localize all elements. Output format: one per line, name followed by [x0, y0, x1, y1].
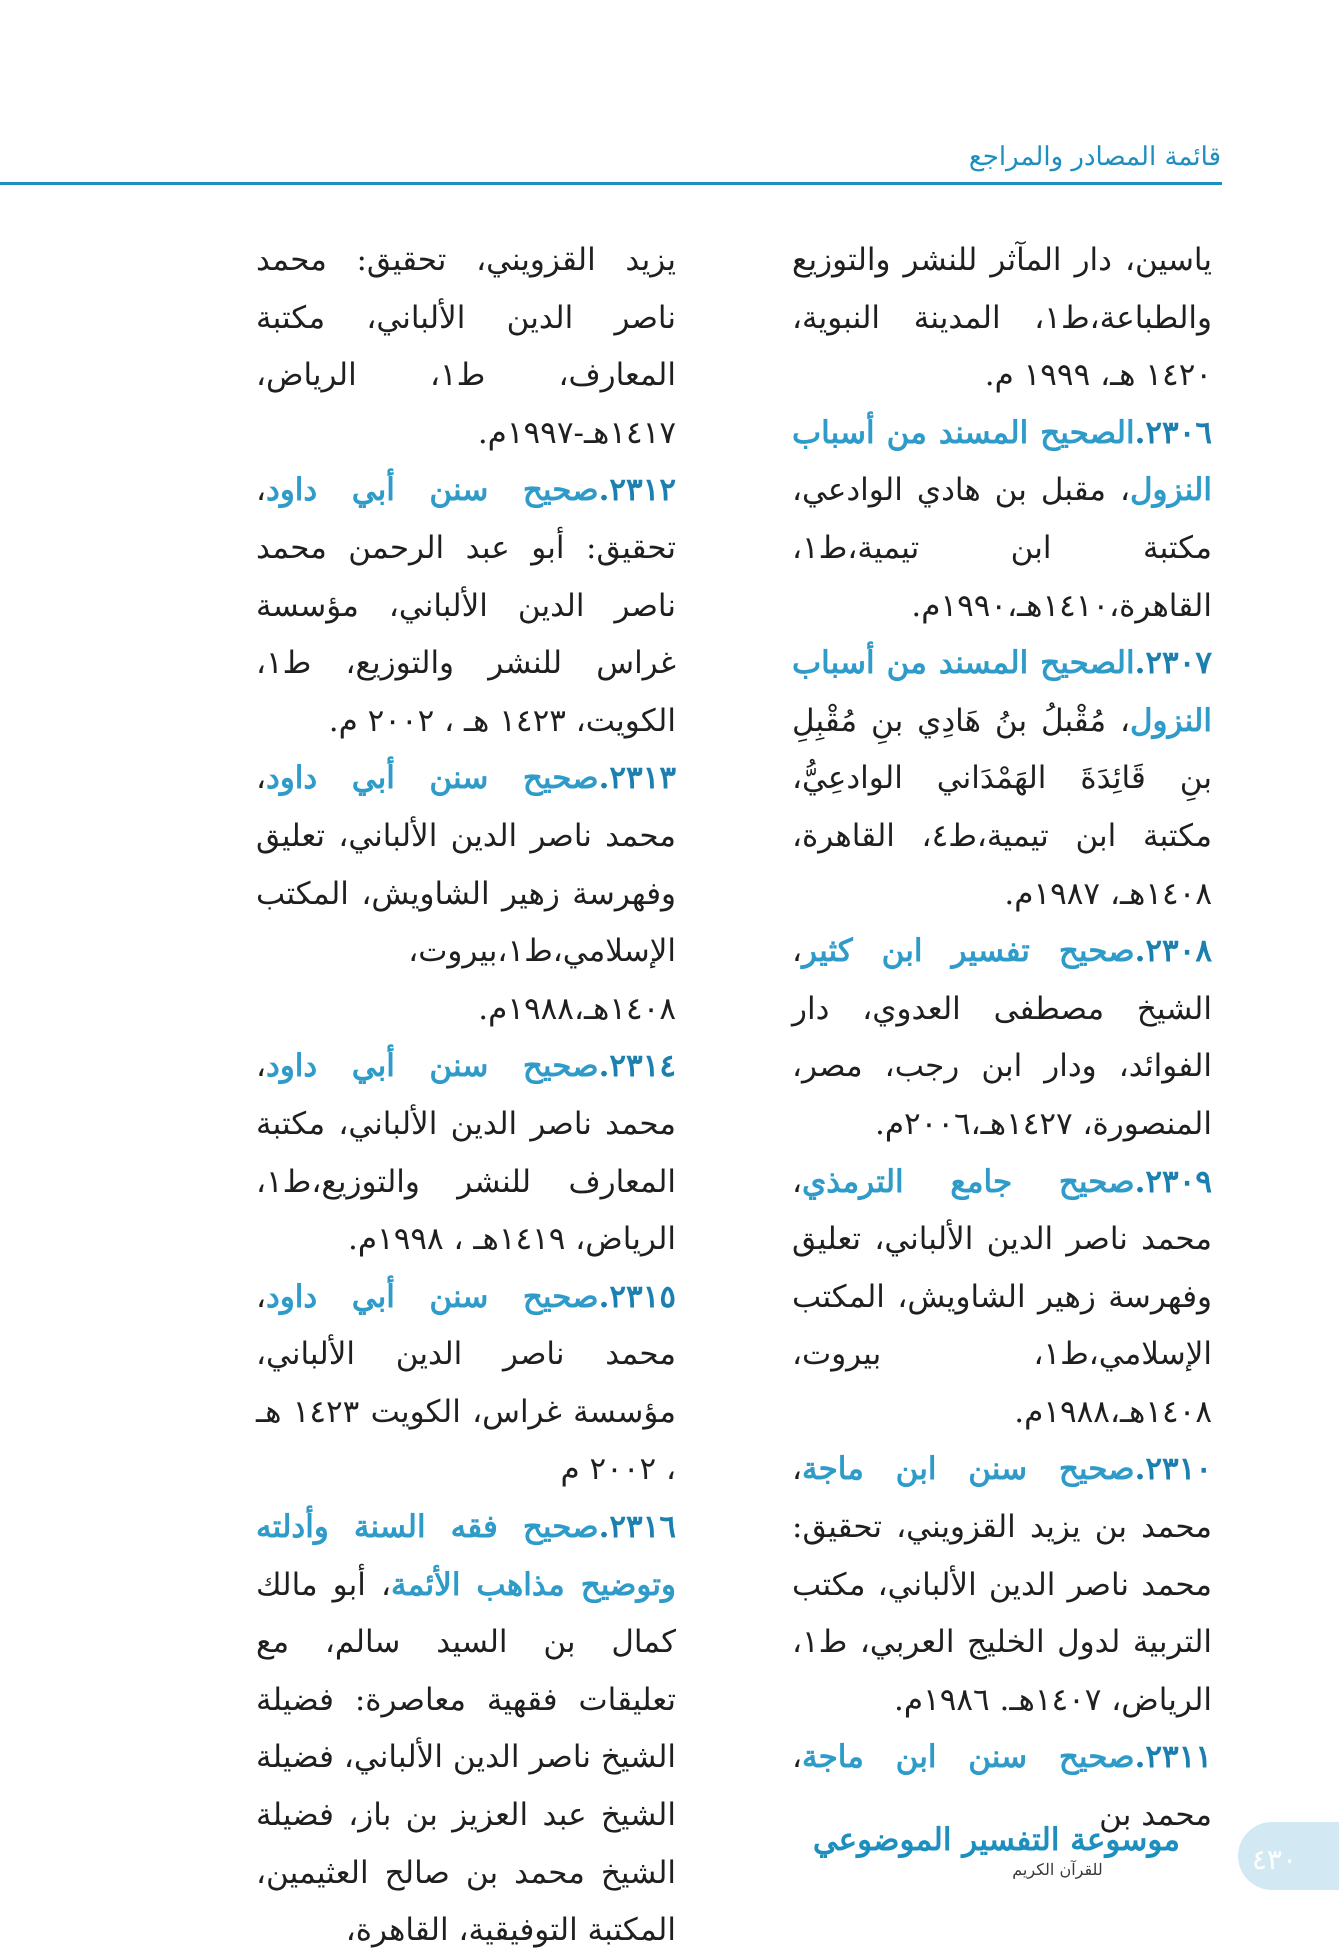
entry-title: صحيح سنن أبي داود: [266, 1048, 599, 1085]
page-number: ٤٣٠: [1251, 1843, 1297, 1876]
entry-details: ، محمد ناصر الدين الألباني، مؤسسة غراس، الكويت ١٤٢٣ هـ ، ٢٠٠٢ م: [256, 1278, 676, 1488]
entry-title: صحيح سنن أبي داود: [266, 760, 599, 797]
entry-details: ، محمد ناصر الدين الألباني، مكتبة المعارف للنشر والتوزيع،ط١، الرياض، ١٤١٩هـ ، ١٩٩٨م.: [256, 1048, 676, 1258]
reference-entry-2308: [792, 923, 1212, 1153]
reference-entry-2316: [256, 1499, 676, 1960]
entry-details: ، محمد ناصر الدين الألباني، تعليق وفهرسة زهير الشاويش، المكتب الإسلامي،ط١،بيروت، ١٤٠٨هـ،١٩٨٨م.: [256, 760, 676, 1027]
entry-number: ٢٣١١.: [1134, 1739, 1212, 1776]
entry-title: الصحيح المسند من أسباب النزول: [792, 645, 1212, 739]
right-column: [792, 232, 1212, 1845]
entry-details: ، محمد ناصر الدين الألباني، تعليق وفهرسة زهير الشاويش، المكتب الإسلامي،ط١، بيروت، ١٤٠٨هـ،١٩٨٨م.: [792, 1163, 1212, 1430]
reference-entry-2315: [256, 1269, 676, 1499]
entry-number: ٢٣٠٧.: [1134, 645, 1212, 682]
running-title: قائمة المصادر والمراجع: [968, 142, 1221, 172]
entry-details: ، محمد بن يزيد القزويني، تحقيق: محمد ناصر الدين الألباني، مكتب التربية لدول الخليج العربي، ط١، الرياض، ١٤٠٧هـ. ١٩٨٦م.: [792, 1451, 1212, 1718]
reference-entry-2306: [792, 405, 1212, 635]
reference-entry-2307: [792, 635, 1212, 923]
entry-title: صحيح سنن أبي داود: [266, 1278, 599, 1315]
reference-entry-2312: [256, 462, 676, 750]
entry-number: ٢٣١٣.: [598, 760, 676, 797]
continuation-text: ياسين، دار المآثر للنشر والتوزيع والطباعة،ط١، المدينة النبوية، ١٤٢٠ هـ، ١٩٩٩ م.: [792, 242, 1212, 394]
continuation-text: يزيد القزويني، تحقيق: محمد ناصر الدين الألباني، مكتبة المعارف، ط١، الرياض، ١٤١٧هـ-١٩٩٧م.: [256, 242, 676, 451]
entry-title: صحيح سنن أبي داود: [266, 472, 599, 509]
reference-entry-2313: [256, 750, 676, 1038]
logo-subtitle: للقرآن الكريم: [1012, 1860, 1103, 1879]
entry-number: ٢٣١٤.: [598, 1048, 676, 1085]
entry-title: صحيح فقه السنة وأدلته وتوضيح مذاهب الأئمة: [256, 1509, 676, 1603]
reference-entry-2310: [792, 1441, 1212, 1729]
entry-details: ، تحقيق: أبو عبد الرحمن محمد ناصر الدين الألباني، مؤسسة غراس للنشر والتوزيع، ط١، الكويت، ١٤٢٣ هـ ، ٢٠٠٢ م.: [256, 472, 676, 739]
entry-number: ٢٣٠٦.: [1134, 414, 1212, 451]
entry-title: صحيح تفسير ابن كثير: [802, 933, 1135, 970]
entry-details: ، الشيخ مصطفى العدوي، دار الفوائد، ودار ابن رجب، مصر، المنصورة، ١٤٢٧هـ،٢٠٠٦م.: [792, 933, 1212, 1142]
entry-title: صحيح سنن ابن ماجة: [802, 1739, 1135, 1776]
entry-number: ٢٣١٥.: [598, 1278, 676, 1315]
logo-title: موسوعة التفسير الموضوعي: [812, 1822, 1180, 1858]
reference-entry-2314: [256, 1038, 676, 1268]
entry-number: ٢٣٠٨.: [1134, 933, 1212, 970]
entry-title: الصحيح المسند من أسباب النزول: [792, 414, 1212, 509]
header-rule: [0, 182, 1222, 185]
entry-number: ٢٣١٠.: [1134, 1451, 1212, 1488]
entry-details: ، أبو مالك كمال بن السيد سالم، مع تعليقات فقهية معاصرة: فضيلة الشيخ ناصر الدين الألباني، فضيلة الشيخ عبد العزيز بن باز، فضيلة الشيخ محمد بن صالح العثيمين، المكتبة التوفيقية، القاهرة،: [256, 1566, 676, 1949]
entry-number: ٢٣١٦.: [598, 1509, 676, 1546]
entry-details: ، مقبل بن هادي الوادعي، مكتبة ابن تيمية،ط١، القاهرة،١٤١٠هـ،١٩٩٠م.: [792, 472, 1212, 624]
encyclopedia-logo: [812, 1822, 1180, 1884]
entry-title: صحيح جامع الترمذي: [802, 1163, 1135, 1200]
reference-entry-2309: [792, 1154, 1212, 1442]
entry-details: ، محمد بن: [792, 1739, 1212, 1834]
entry-title: صحيح سنن ابن ماجة: [802, 1451, 1135, 1488]
left-column: [256, 232, 676, 1960]
entry-number: ٢٣١٢.: [598, 472, 676, 509]
entry-number: ٢٣٠٩.: [1134, 1163, 1212, 1200]
entry-details: ، مُقْبلُ بنُ هَادِي بنِ مُقْبِلِ بنِ قَائِدَةَ الهَمْدَاني الوادعِيُّ، مكتبة ابن تيمية،ط٤، القاهرة، ١٤٠٨هـ، ١٩٨٧م.: [792, 702, 1212, 912]
